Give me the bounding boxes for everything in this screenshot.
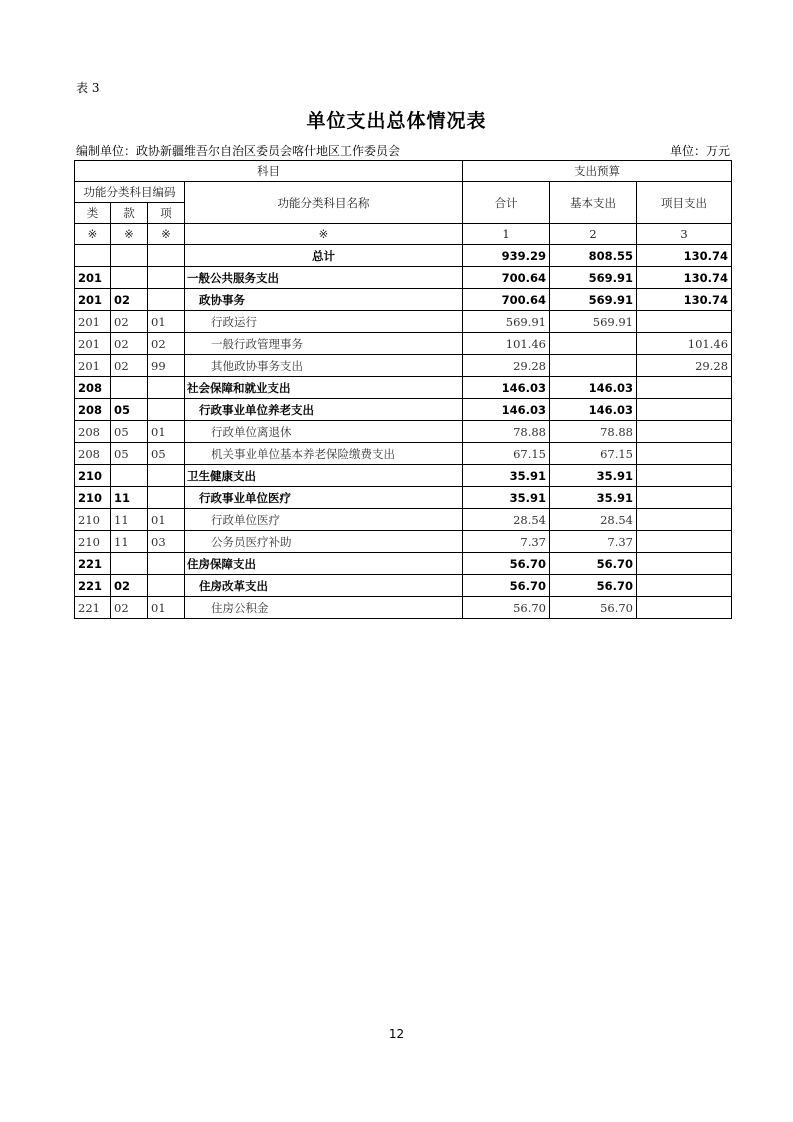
- cell-total: 939.29: [463, 245, 550, 267]
- page-title: 单位支出总体情况表: [306, 110, 487, 132]
- compiler-label: 编制单位：政协新疆维吾尔自治区委员会喀什地区工作委员会: [76, 144, 401, 158]
- cell-total: 67.15: [463, 443, 550, 465]
- cell-total: 101.46: [463, 333, 550, 355]
- cell-basic: [550, 355, 637, 377]
- cell-kuan: 02: [111, 575, 148, 597]
- cell-total: 7.37: [463, 531, 550, 553]
- header-mark-name: ※: [185, 224, 463, 245]
- cell-total: 56.70: [463, 597, 550, 619]
- table-row: [75, 465, 732, 487]
- cell-xiang: [148, 245, 185, 267]
- cell-xiang: [148, 267, 185, 289]
- cell-project: [637, 421, 732, 443]
- page-number: 12: [388, 1027, 405, 1041]
- cell-basic: 7.37: [550, 531, 637, 553]
- table-row: [75, 597, 732, 619]
- header-basic: 基本支出: [550, 182, 637, 224]
- cell-kuan: 02: [111, 355, 148, 377]
- table-row: [75, 267, 732, 289]
- cell-xiang: [148, 399, 185, 421]
- header-col3: 3: [637, 224, 732, 245]
- cell-lei: 221: [75, 597, 111, 619]
- cell-project: [637, 575, 732, 597]
- cell-lei: 201: [75, 289, 111, 311]
- cell-lei: 208: [75, 443, 111, 465]
- cell-basic: 35.91: [550, 465, 637, 487]
- table-row: [75, 421, 732, 443]
- cell-total: 28.54: [463, 509, 550, 531]
- cell-xiang: [148, 465, 185, 487]
- cell-kuan: [111, 465, 148, 487]
- cell-project: [637, 377, 732, 399]
- cell-basic: 56.70: [550, 575, 637, 597]
- cell-name: 住房保障支出: [185, 553, 463, 575]
- cell-kuan: [111, 377, 148, 399]
- header-mark-lei: ※: [75, 224, 111, 245]
- cell-lei: [75, 245, 111, 267]
- cell-project: [637, 487, 732, 509]
- cell-name: 公务员医疗补助: [185, 531, 463, 553]
- unit-label: 单位：万元: [669, 144, 730, 158]
- cell-basic: 808.55: [550, 245, 637, 267]
- header-kuan: 款: [111, 203, 148, 224]
- cell-lei: 208: [75, 399, 111, 421]
- header-total: 合计: [463, 182, 550, 224]
- cell-project: 130.74: [637, 267, 732, 289]
- cell-name: 卫生健康支出: [185, 465, 463, 487]
- cell-kuan: 02: [111, 333, 148, 355]
- table-row: [75, 355, 732, 377]
- cell-xiang: 01: [148, 421, 185, 443]
- cell-project: [637, 531, 732, 553]
- cell-project: [637, 597, 732, 619]
- table-row: [75, 509, 732, 531]
- header-func-code: 功能分类科目编码: [75, 182, 185, 203]
- cell-lei: 208: [75, 421, 111, 443]
- header-mark-xiang: ※: [148, 224, 185, 245]
- table-row: [75, 245, 732, 267]
- header-subject: 科目: [75, 161, 463, 182]
- header-mark-kuan: ※: [111, 224, 148, 245]
- header-row-2: [75, 182, 732, 203]
- cell-name: 行政事业单位养老支出: [185, 399, 463, 421]
- cell-project: [637, 399, 732, 421]
- table-row: [75, 289, 732, 311]
- cell-xiang: [148, 289, 185, 311]
- header-xiang: 项: [148, 203, 185, 224]
- cell-basic: 78.88: [550, 421, 637, 443]
- cell-basic: 28.54: [550, 509, 637, 531]
- table-row: [75, 377, 732, 399]
- cell-basic: 146.03: [550, 399, 637, 421]
- table-label: 表 3: [76, 81, 100, 95]
- cell-lei: 221: [75, 553, 111, 575]
- cell-xiang: [148, 487, 185, 509]
- cell-total: 56.70: [463, 553, 550, 575]
- cell-name: 住房改革支出: [185, 575, 463, 597]
- cell-basic: 56.70: [550, 553, 637, 575]
- cell-lei: 201: [75, 333, 111, 355]
- header-func-name: 功能分类科目名称: [185, 182, 463, 224]
- cell-basic: 67.15: [550, 443, 637, 465]
- cell-kuan: 11: [111, 509, 148, 531]
- table-row: [75, 333, 732, 355]
- cell-xiang: 02: [148, 333, 185, 355]
- cell-xiang: 01: [148, 311, 185, 333]
- cell-name: 行政事业单位医疗: [185, 487, 463, 509]
- table-row: [75, 531, 732, 553]
- cell-total: 78.88: [463, 421, 550, 443]
- table-row: [75, 399, 732, 421]
- cell-total: 146.03: [463, 377, 550, 399]
- header-col2: 2: [550, 224, 637, 245]
- cell-name: 社会保障和就业支出: [185, 377, 463, 399]
- cell-project: 130.74: [637, 245, 732, 267]
- cell-name: 行政单位离退休: [185, 421, 463, 443]
- cell-name: 住房公积金: [185, 597, 463, 619]
- cell-xiang: 05: [148, 443, 185, 465]
- cell-name: 行政单位医疗: [185, 509, 463, 531]
- cell-kuan: 11: [111, 487, 148, 509]
- cell-name: 一般公共服务支出: [185, 267, 463, 289]
- cell-xiang: 03: [148, 531, 185, 553]
- cell-kuan: 02: [111, 597, 148, 619]
- cell-kuan: [111, 553, 148, 575]
- cell-project: [637, 509, 732, 531]
- header-col1: 1: [463, 224, 550, 245]
- table-row: [75, 443, 732, 465]
- cell-project: 29.28: [637, 355, 732, 377]
- table-row: [75, 311, 732, 333]
- cell-basic: [550, 333, 637, 355]
- cell-kuan: 02: [111, 311, 148, 333]
- cell-lei: 210: [75, 509, 111, 531]
- cell-name: 总计: [185, 245, 463, 267]
- unit-info-row: [76, 142, 730, 159]
- cell-kuan: [111, 245, 148, 267]
- header-budget: 支出预算: [463, 161, 732, 182]
- header-row-4: [75, 224, 732, 245]
- cell-lei: 208: [75, 377, 111, 399]
- cell-xiang: [148, 553, 185, 575]
- cell-basic: 146.03: [550, 377, 637, 399]
- header-row-1: [75, 161, 732, 182]
- header-project: 项目支出: [637, 182, 732, 224]
- cell-project: [637, 443, 732, 465]
- table-row: [75, 575, 732, 597]
- cell-lei: 201: [75, 267, 111, 289]
- cell-total: 700.64: [463, 267, 550, 289]
- cell-xiang: 01: [148, 597, 185, 619]
- cell-lei: 210: [75, 531, 111, 553]
- cell-project: 101.46: [637, 333, 732, 355]
- cell-basic: 56.70: [550, 597, 637, 619]
- cell-name: 一般行政管理事务: [185, 333, 463, 355]
- cell-kuan: 05: [111, 399, 148, 421]
- cell-kuan: 05: [111, 421, 148, 443]
- cell-total: 35.91: [463, 487, 550, 509]
- cell-kuan: 11: [111, 531, 148, 553]
- header-lei: 类: [75, 203, 111, 224]
- cell-total: 146.03: [463, 399, 550, 421]
- cell-kuan: 02: [111, 289, 148, 311]
- cell-project: 130.74: [637, 289, 732, 311]
- cell-basic: 569.91: [550, 267, 637, 289]
- cell-lei: 201: [75, 311, 111, 333]
- cell-lei: 201: [75, 355, 111, 377]
- table-row: [75, 553, 732, 575]
- cell-xiang: [148, 575, 185, 597]
- table-row: [75, 487, 732, 509]
- cell-xiang: 01: [148, 509, 185, 531]
- expenditure-table: [74, 160, 732, 619]
- cell-project: [637, 311, 732, 333]
- cell-name: 行政运行: [185, 311, 463, 333]
- cell-basic: 569.91: [550, 311, 637, 333]
- cell-project: [637, 465, 732, 487]
- cell-basic: 569.91: [550, 289, 637, 311]
- cell-lei: 210: [75, 465, 111, 487]
- cell-name: 政协事务: [185, 289, 463, 311]
- cell-kuan: 05: [111, 443, 148, 465]
- cell-name: 机关事业单位基本养老保险缴费支出: [185, 443, 463, 465]
- cell-total: 700.64: [463, 289, 550, 311]
- cell-total: 56.70: [463, 575, 550, 597]
- cell-kuan: [111, 267, 148, 289]
- cell-xiang: 99: [148, 355, 185, 377]
- cell-lei: 221: [75, 575, 111, 597]
- cell-lei: 210: [75, 487, 111, 509]
- cell-total: 35.91: [463, 465, 550, 487]
- cell-total: 569.91: [463, 311, 550, 333]
- cell-name: 其他政协事务支出: [185, 355, 463, 377]
- cell-project: [637, 553, 732, 575]
- cell-basic: 35.91: [550, 487, 637, 509]
- cell-xiang: [148, 377, 185, 399]
- cell-total: 29.28: [463, 355, 550, 377]
